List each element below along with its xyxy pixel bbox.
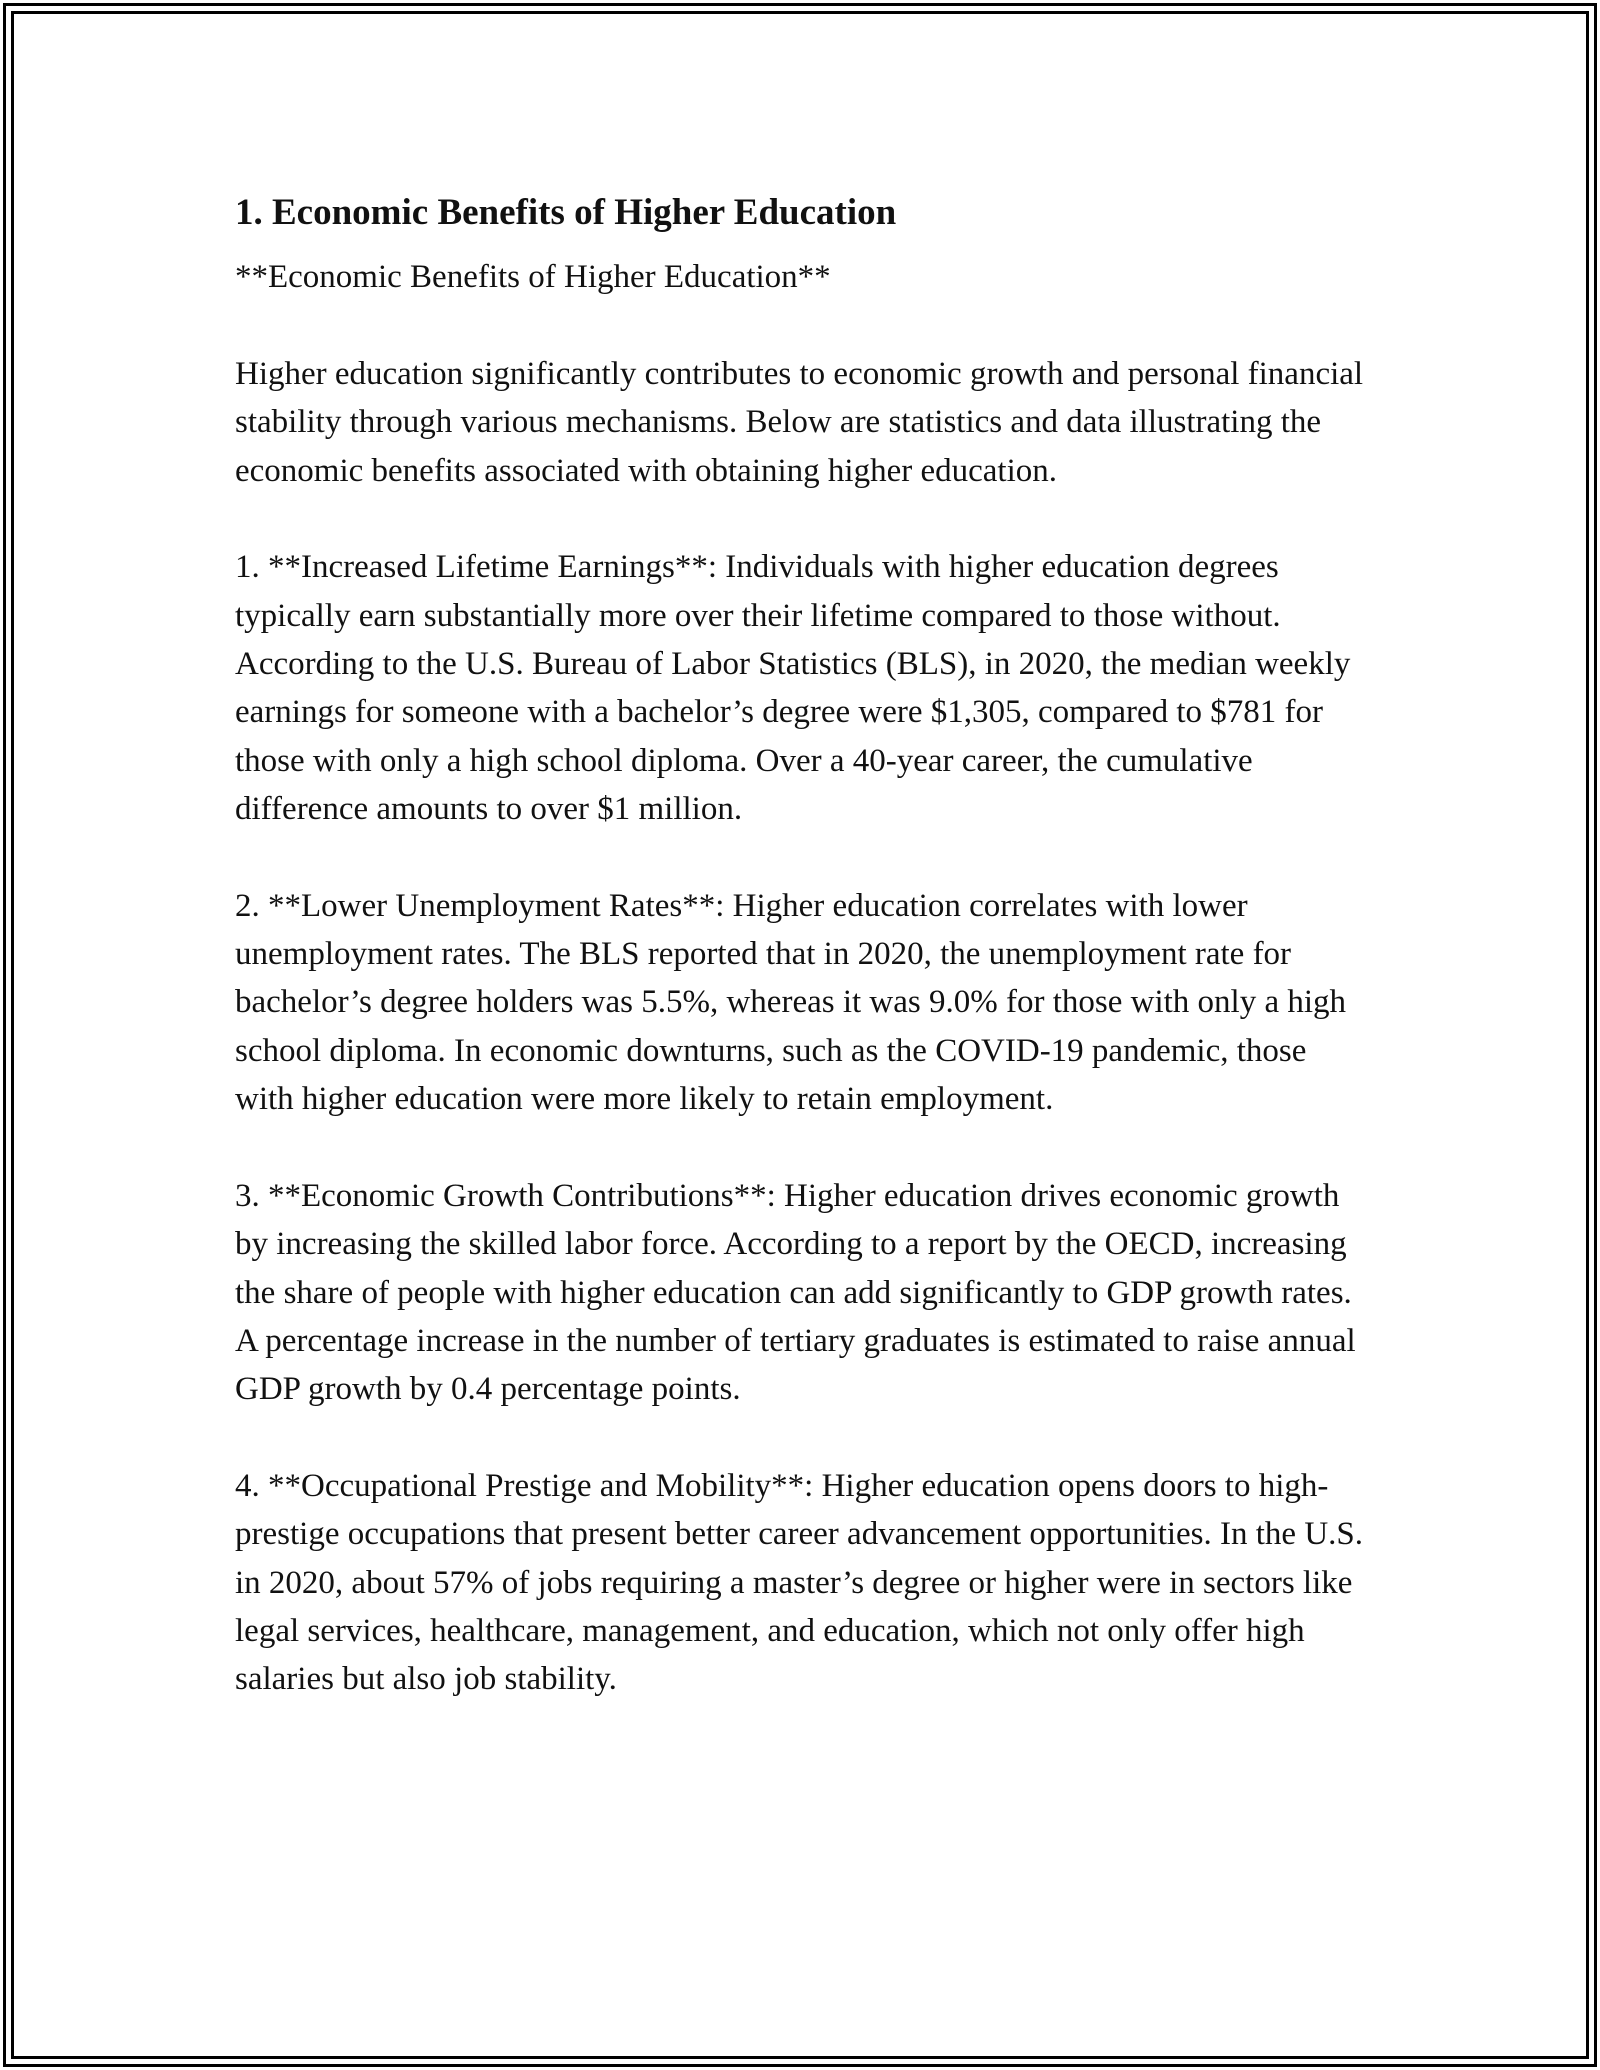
intro-paragraph: Higher education significantly contributes to economic growth and personal financial stability through various mechanisms. Below are statistics and data illustrating the economic benefits associated with obtaining higher education.: [235, 356, 1364, 489]
document-body: [235, 183, 1365, 1704]
section-heading: 1. Economic Benefits of Higher Education: [235, 192, 897, 233]
paragraph-economic-growth: 3. **Economic Growth Contributions**: Higher education drives economic growth by increasing the skilled labor force. According to a report by the OECD, increasing the share of people with higher education can add significantly to GDP growth rates. A percentage increase in the number of tertiary graduates is estimated to raise annual GDP growth by 0.4 percentage points.: [235, 1177, 1356, 1408]
paragraph-lifetime-earnings: 1. **Increased Lifetime Earnings**: Individuals with higher education degrees typically earn substantially more over their lifetime compared to those without. According to the U.S. Bureau of Labor Statistics (BLS), in 2020, the median weekly earnings for someone with a bachelor’s degree were $1,305, compared to $781 for those with only a high school diploma. Over a 40-year career, the cumulative difference amounts to over $1 million.: [235, 549, 1351, 828]
section-subtitle: **Economic Benefits of Higher Education**: [235, 259, 831, 295]
paragraph-occupational-prestige: 4. **Occupational Prestige and Mobility**: Higher education opens doors to high-prestige occupations that present better career advancement opportunities. In the U.S. in 2020, about 57% of jobs requiring a master’s degree or higher were in sectors like legal services, healthcare, management, and education, which not only offer high salaries but also job stability.: [235, 1467, 1364, 1698]
paragraph-unemployment-rates: 2. **Lower Unemployment Rates**: Higher education correlates with lower unemployment rates. The BLS reported that in 2020, the unemployment rate for bachelor’s degree holders was 5.5%, whereas it was 9.0% for those with only a high school diploma. In economic downturns, such as the COVID-19 pandemic, those with higher education were more likely to retain employment.: [235, 887, 1347, 1118]
